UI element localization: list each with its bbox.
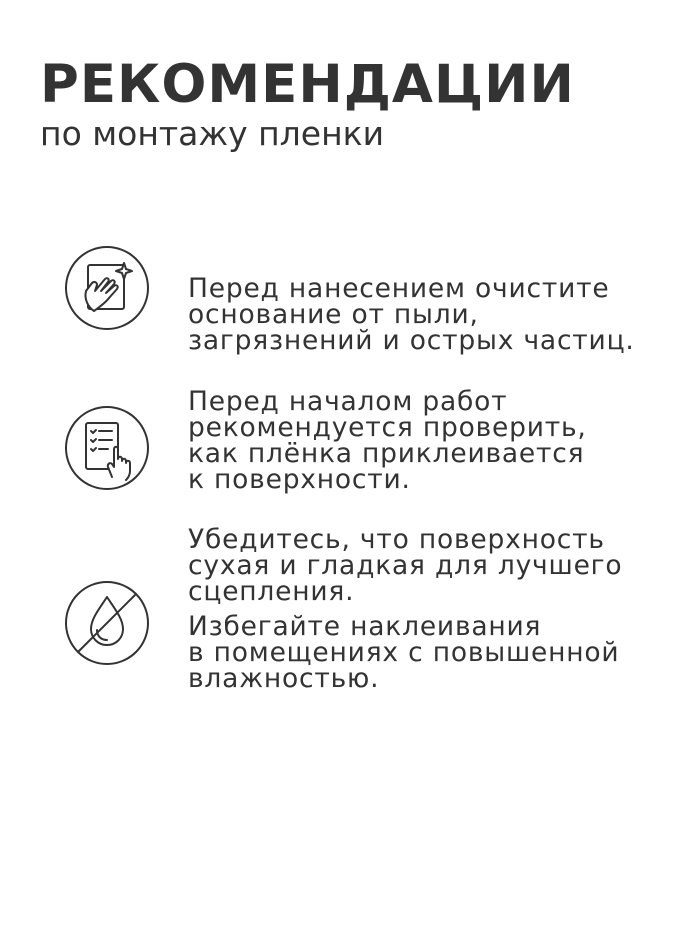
page-title: РЕКОМЕНДАЦИИ bbox=[40, 54, 575, 115]
item-paragraph: Убедитесь, что поверхность сухая и гладкая для лучшего сцепления. bbox=[188, 524, 623, 607]
item-text-humidity bbox=[188, 588, 688, 718]
page-subtitle: по монтажу пленки bbox=[40, 114, 385, 153]
hand-cleaning-icon bbox=[64, 245, 150, 331]
item-paragraph: Избегайте наклеивания в помещениях с повышенной влажностью. bbox=[188, 611, 620, 694]
checklist-hand-icon bbox=[64, 405, 150, 491]
item-text-clean bbox=[188, 250, 688, 380]
item-paragraph: Перед началом работ рекомендуется проверить, как плёнка приклеивается к поверхности. bbox=[188, 386, 587, 495]
item-paragraph: Перед нанесением очистите основание от пыли, загрязнений и острых частиц. bbox=[188, 273, 635, 356]
no-water-drop-icon bbox=[64, 580, 150, 666]
